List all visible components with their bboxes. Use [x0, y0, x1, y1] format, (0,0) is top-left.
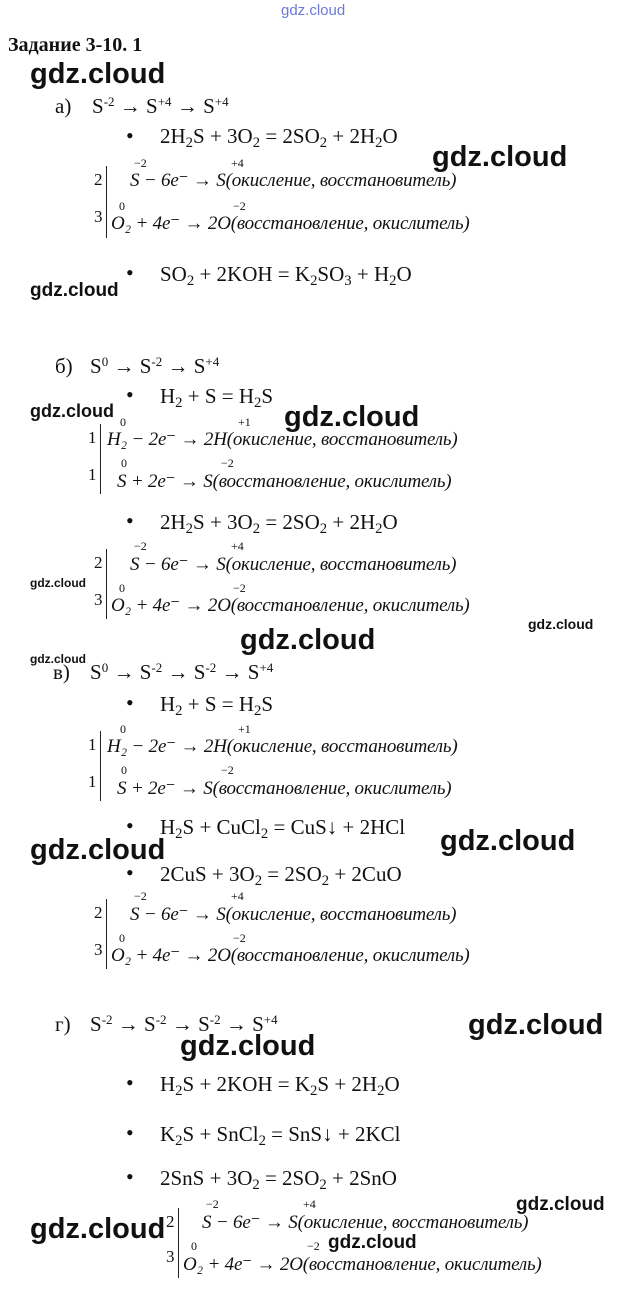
ox-state: 0 — [119, 199, 125, 213]
bullet: • — [126, 1120, 134, 1145]
bullet: • — [126, 1070, 134, 1095]
ox-state: −2 — [307, 1239, 320, 1253]
watermark: gdz.cloud — [516, 1194, 605, 1215]
coef: 3 — [166, 1247, 175, 1266]
section-d-chain: $S^{-2} \to S^{-2} \to S^{-2} \to S^{+4}$ — [90, 1012, 278, 1037]
half-reaction: S − 6e⁻ → S(окисление, восстановитель) — [130, 170, 457, 191]
bullet: • — [126, 382, 134, 407]
half-reaction: S − 6e⁻ → S(окисление, восстановитель) — [130, 904, 457, 925]
section-d-eq3: $2SnS + 3O_2 = 2SO_2 + 2SnO$ — [160, 1166, 397, 1194]
task-title: Задание 3-10. 1 — [8, 34, 143, 56]
ox-state: −2 — [134, 889, 147, 903]
balance-bar — [106, 166, 107, 238]
section-a-eq1: $2H_2S + 3O_2 = 2SO_2 + 2H_2O$ — [160, 124, 398, 152]
half-reaction: H₂ − 2e⁻ → 2H(окисление, восстановитель) — [107, 429, 458, 450]
section-a-label: а) — [55, 94, 72, 118]
section-c-chain: $S^0 \to S^{-2} \to S^{-2} \to S^{+4}$ — [90, 660, 274, 685]
ox-state: −2 — [221, 456, 234, 470]
ox-state: 0 — [119, 931, 125, 945]
ox-state: +1 — [238, 722, 251, 736]
ox-state: −2 — [134, 156, 147, 170]
ox-state: 0 — [121, 456, 127, 470]
half-reaction: S + 2e⁻ → S(восстановление, окислитель) — [117, 471, 452, 492]
ox-state: −2 — [233, 199, 246, 213]
half-reaction: O₂ + 4e⁻ → 2O(восстановление, окислитель) — [111, 945, 470, 966]
half-reaction: S − 6e⁻ → S(окисление, восстановитель) — [130, 554, 457, 575]
section-b-label: б) — [55, 354, 73, 378]
ox-state: 0 — [191, 1239, 197, 1253]
bullet: • — [126, 260, 134, 285]
ox-state: −2 — [233, 581, 246, 595]
coef: 2 — [94, 170, 103, 189]
section-d-eq2: $K_2S$ + SnCl$_2$ = SnS↓ + 2KCl — [160, 1122, 401, 1150]
ox-state: +4 — [303, 1197, 316, 1211]
watermark: gdz.cloud — [440, 825, 576, 857]
bullet: • — [126, 1164, 134, 1189]
ox-state: +4 — [231, 539, 244, 553]
section-d-eq1: $H_2S + 2KOH = K_2S + 2H_2O$ — [160, 1072, 400, 1100]
watermark: gdz.cloud — [328, 1232, 417, 1253]
half-reaction: S + 2e⁻ → S(восстановление, окислитель) — [117, 778, 452, 799]
half-reaction: O₂ + 4e⁻ → 2O(восстановление, окислитель) — [111, 595, 470, 616]
ox-state: −2 — [134, 539, 147, 553]
ox-state: 0 — [119, 581, 125, 595]
ox-state: −2 — [221, 763, 234, 777]
coef: 1 — [88, 772, 97, 791]
coef: 1 — [88, 465, 97, 484]
watermark: gdz.cloud — [240, 624, 376, 656]
watermark: gdz.cloud — [528, 616, 594, 632]
balance-bar — [178, 1208, 179, 1278]
section-d-label: г) — [55, 1012, 71, 1036]
watermark: gdz.cloud — [180, 1030, 316, 1062]
half-reaction: O₂ + 4e⁻ → 2O(восстановление, окислитель) — [183, 1254, 542, 1275]
half-reaction: O₂ + 4e⁻ → 2O(восстановление, окислитель) — [111, 213, 470, 234]
coef: 1 — [88, 735, 97, 754]
top-watermark: gdz.cloud — [281, 2, 346, 19]
coef: 3 — [94, 207, 103, 226]
ox-state: −2 — [206, 1197, 219, 1211]
coef: 2 — [94, 553, 103, 572]
watermark: gdz.cloud — [432, 141, 568, 173]
coef: 1 — [88, 428, 97, 447]
section-b-eq2: $2H_2S + 3O_2 = 2SO_2 + 2H_2O$ — [160, 510, 398, 538]
watermark: gdz.cloud — [30, 280, 119, 301]
bullet: • — [126, 813, 134, 838]
section-c-eq3: $2CuS + 3O_2 = 2SO_2 + 2CuO$ — [160, 862, 402, 890]
ox-state: +4 — [231, 889, 244, 903]
ox-state: −2 — [233, 931, 246, 945]
section-a-chain: $S^{-2} \to S^{+4} \to S^{+4}$ — [92, 94, 229, 119]
coef: 3 — [94, 940, 103, 959]
watermark: gdz.cloud — [30, 1213, 166, 1245]
balance-bar — [106, 549, 107, 619]
ox-state: +4 — [231, 156, 244, 170]
coef: 2 — [166, 1212, 175, 1231]
watermark: gdz.cloud — [30, 58, 166, 90]
half-reaction: H₂ − 2e⁻ → 2H(окисление, восстановитель) — [107, 736, 458, 757]
watermark: gdz.cloud — [468, 1009, 604, 1041]
watermark: gdz.cloud — [30, 834, 166, 866]
balance-bar — [100, 424, 101, 494]
balance-bar — [100, 731, 101, 801]
section-b-chain: $S^0 \to S^{-2} \to S^{+4}$ — [90, 354, 220, 379]
section-c-eq2: $H_2S$ + CuCl$_2$ = CuS↓ + 2HCl — [160, 815, 406, 843]
section-c-eq1: $H_2 + S = H_2S$ — [160, 692, 274, 720]
watermark: gdz.cloud — [30, 652, 86, 666]
bullet: • — [126, 860, 134, 885]
ox-state: +1 — [238, 415, 251, 429]
ox-state: 0 — [120, 415, 126, 429]
bullet: • — [126, 690, 134, 715]
section-c-label: в) — [53, 660, 70, 684]
section-a-eq2: $SO_2 + 2KOH = K_2SO_3 + H_2O$ — [160, 262, 412, 290]
watermark: gdz.cloud — [284, 401, 420, 433]
ox-state: 0 — [120, 722, 126, 736]
watermark: gdz.cloud — [30, 576, 86, 590]
balance-bar — [106, 899, 107, 969]
bullet: • — [126, 508, 134, 533]
bullet: • — [126, 123, 134, 148]
ox-state: 0 — [121, 763, 127, 777]
coef: 3 — [94, 590, 103, 609]
watermark: gdz.cloud — [30, 401, 114, 421]
coef: 2 — [94, 903, 103, 922]
section-b-eq1: $H_2 + S = H_2S$ — [160, 384, 274, 412]
half-reaction: S − 6e⁻ → S(окисление, восстановитель) — [202, 1212, 529, 1233]
